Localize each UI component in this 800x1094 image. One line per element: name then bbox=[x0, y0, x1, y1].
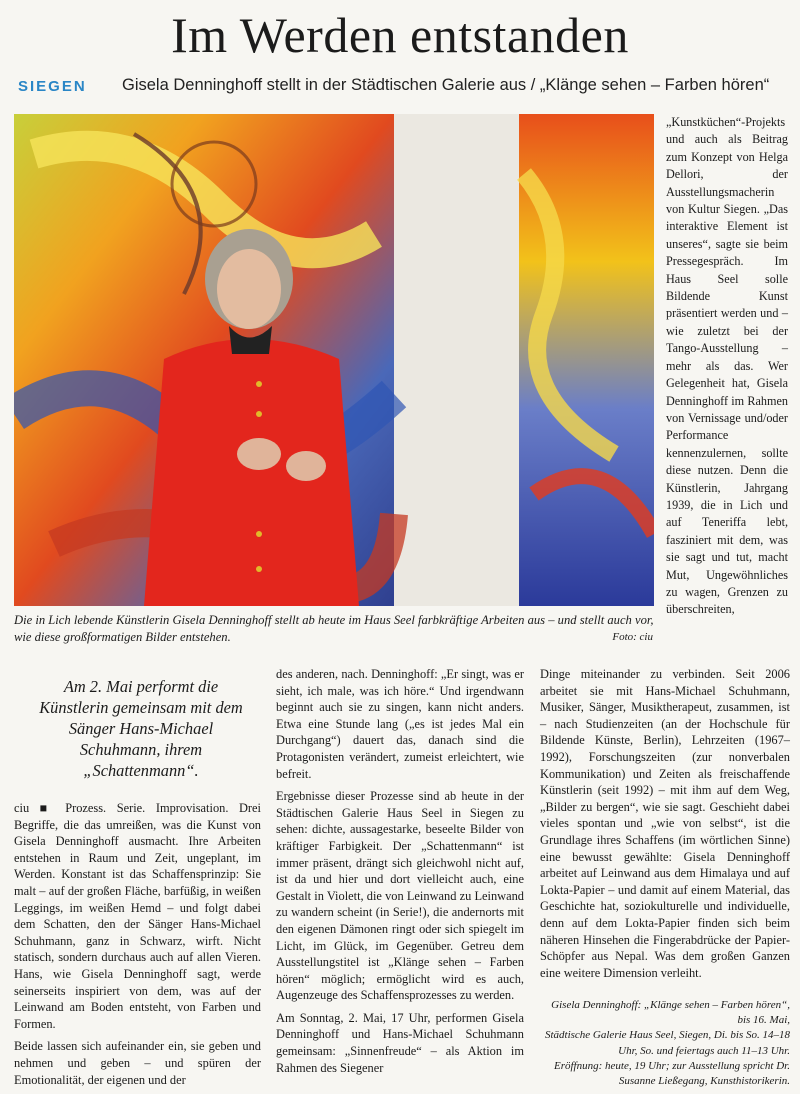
headline: Im Werden entstanden bbox=[171, 7, 629, 63]
article-column-right-top bbox=[666, 114, 788, 625]
artwork-photo-illustration bbox=[14, 114, 654, 606]
paragraph: des anderen, nach. Denninghoff: „Er singt, was er sieht, ich male, was ich höre.“ Und irgendwann beginnt auch sie zu singen, kann nicht anders. Etwa eine Stunde lang („es ist jedes Mal ein Durchgang“) dauert das, danach sind die Protagonisten verändert, zumeist erleichtert, wie befreit. bbox=[276, 667, 524, 781]
article-photo bbox=[14, 114, 654, 606]
exhibition-info-box bbox=[540, 998, 790, 1089]
paragraph: Ergebnisse dieser Prozesse sind ab heute in der Städtischen Galerie Haus Seel in Siegen zu sehen: dichte, aussagestarke, beseelte Bilder von kräftiger Farbigkeit. Der „Schattenmann“ ist immer präsent, drängt sich gleichwohl nicht auf, ist da und hier und dort vielleicht auch, eine Gestalt in Violett, die von Leinwand zu Leinwand zu wandern scheint (in Serie!), die andernorts mit den eigenen Dämonen ringt oder sich spiegelt im Licht, im Glück, im Gegenüber. Getreu dem Ausstellungstitel ist „Klänge sehen – Farben hören“ möglich; ermöglicht wird es auch, Augenzeuge des Schaffensprozesses zu werden. bbox=[276, 789, 524, 1003]
article-column-3 bbox=[540, 666, 790, 987]
pull-quote: Am 2. Mai performt die Künstlerin gemeinsam mit dem Sänger Hans-Michael Schuhmann, ihrem „Schattenmann“. bbox=[39, 677, 243, 780]
section-kicker: SIEGEN bbox=[18, 78, 87, 95]
paragraph: Am Sonntag, 2. Mai, 17 Uhr, performen Gisela Denninghoff und Hans-Michael Schuhmann gemeinsam: „Sinnenfreude“ – als Aktion im Rahmen des Siegener bbox=[276, 1010, 524, 1075]
column-top-text: „Kunstküchen“-Projekts und auch als Beitrag zum Konzept von Helga Dellori, der Ausstellungsmacherin von Kultur Siegen. „Das interaktive Element ist unseres“, sagte sie beim Pressegespräch. Im Haus Seel solle Bildende Kunst präsentiert werden und – wie zuletzt bei der Tango-Ausstellung – mehr als das. Wer Gelegenheit hat, Gisela Denninghoff im Rahmen von Vernissage und/oder Performance kennenzulernen, sollte diese nutzen. Denn die Künstlerin, Jahrgang 1939, die in Lich und auf Teneriffa lebt, fasziniert mit dem, was sie sagt und tut, macht Mut, Ungewöhnliches zu wagen, Grenzen zu überschreiten, bbox=[666, 115, 788, 617]
info-line: Städtische Galerie Haus Seel, Siegen, Di. bis So. 14–18 Uhr, So. und feiertags auch 11–13 Uhr. bbox=[544, 1029, 790, 1057]
photo-credit: Foto: ciu bbox=[612, 631, 653, 643]
article-column-2 bbox=[276, 666, 524, 1082]
info-line: Eröffnung: heute, 19 Uhr; zur Ausstellung spricht Dr. Susanne Ließegang, Kunsthistorikerin. bbox=[554, 1059, 790, 1088]
info-line: Gisela Denninghoff: „Klänge sehen – Farben hören“, bis 16. Mai, bbox=[551, 999, 790, 1027]
paragraph: ciu ■ Prozess. Serie. Improvisation. Drei Begriffe, die das umreißen, was die Kunst von Gisela Denninghoff ausmacht. Ihre Arbeiten entstehen in Raum und Zeit, ungeplant, im Werden. Konstant ist das Schaffensprinzip: Sie malt – auf der großen Fläche, barfüßig, in weißen Leggings, im weißen Hemd – und folgt dabei dem Schatten, den der Sänger Hans-Michael Schuhmann, ganz in Schwarz, wirft. Nicht statisch, sondern durchaus auch auf allen Vieren. Hans, wie Gisela Denninghoff sagt, werde seinerseits inspiriert von dem, was auf der Leinwand am Boden entsteht, von Farben und Formen. bbox=[14, 801, 261, 1031]
article-column-1 bbox=[14, 800, 261, 1094]
paragraph: Beide lassen sich aufeinander ein, sie geben und nehmen und geben – und spüren der Emotionalität, der eigenen und der bbox=[14, 1039, 261, 1087]
photo-caption bbox=[14, 612, 659, 646]
photo-caption-text: Die in Lich lebende Künstlerin Gisela Denninghoff stellt ab heute im Haus Seel farbkräftige Arbeiten aus – und stellt auch vor, wie diese großformatigen Bilder entstehen. bbox=[14, 613, 654, 644]
subheadline: Gisela Denninghoff stellt in der Städtischen Galerie aus / „Klänge sehen – Farben hören“ bbox=[122, 76, 770, 94]
paragraph: Dinge miteinander zu verbinden. Seit 2006 arbeitet sie mit Hans-Michael Schuhmann, Musiker, Sänger, Musiktherapeut, zusammen, ist – nach Studienzeiten (an der Hochschule für Bildende Künste, Berlin), Lehrzeiten (1967–1992), Forschungszeiten (zur nonverbalen Kommunikation) und Zeiten als freischaffende Künstlerin (seit 1992) – mit ihm auf dem Weg, „Bilder zu bergen“, wie sie sagt. Geschieht dabei vieles spontan und „wie von selbst“, ist die Grundlage ihres Schaffens (im wörtlichen Sinne) eine bewusst gewählte: Gisela Denninghoff arbeitet auf Leinwand aus dem Himalaya und auf Lokta-Papier – und damit auf einem Material, das Geschichte hat, soziokulturelle und individuelle, denn auf dem Lokta-Papier finden sich beim näheren Hinsehen die Fingerabdrücke der Papier-Schöpfer aus Nepal. Was dem großen Ganzen eine weitere Dimension verleiht. bbox=[540, 667, 790, 980]
